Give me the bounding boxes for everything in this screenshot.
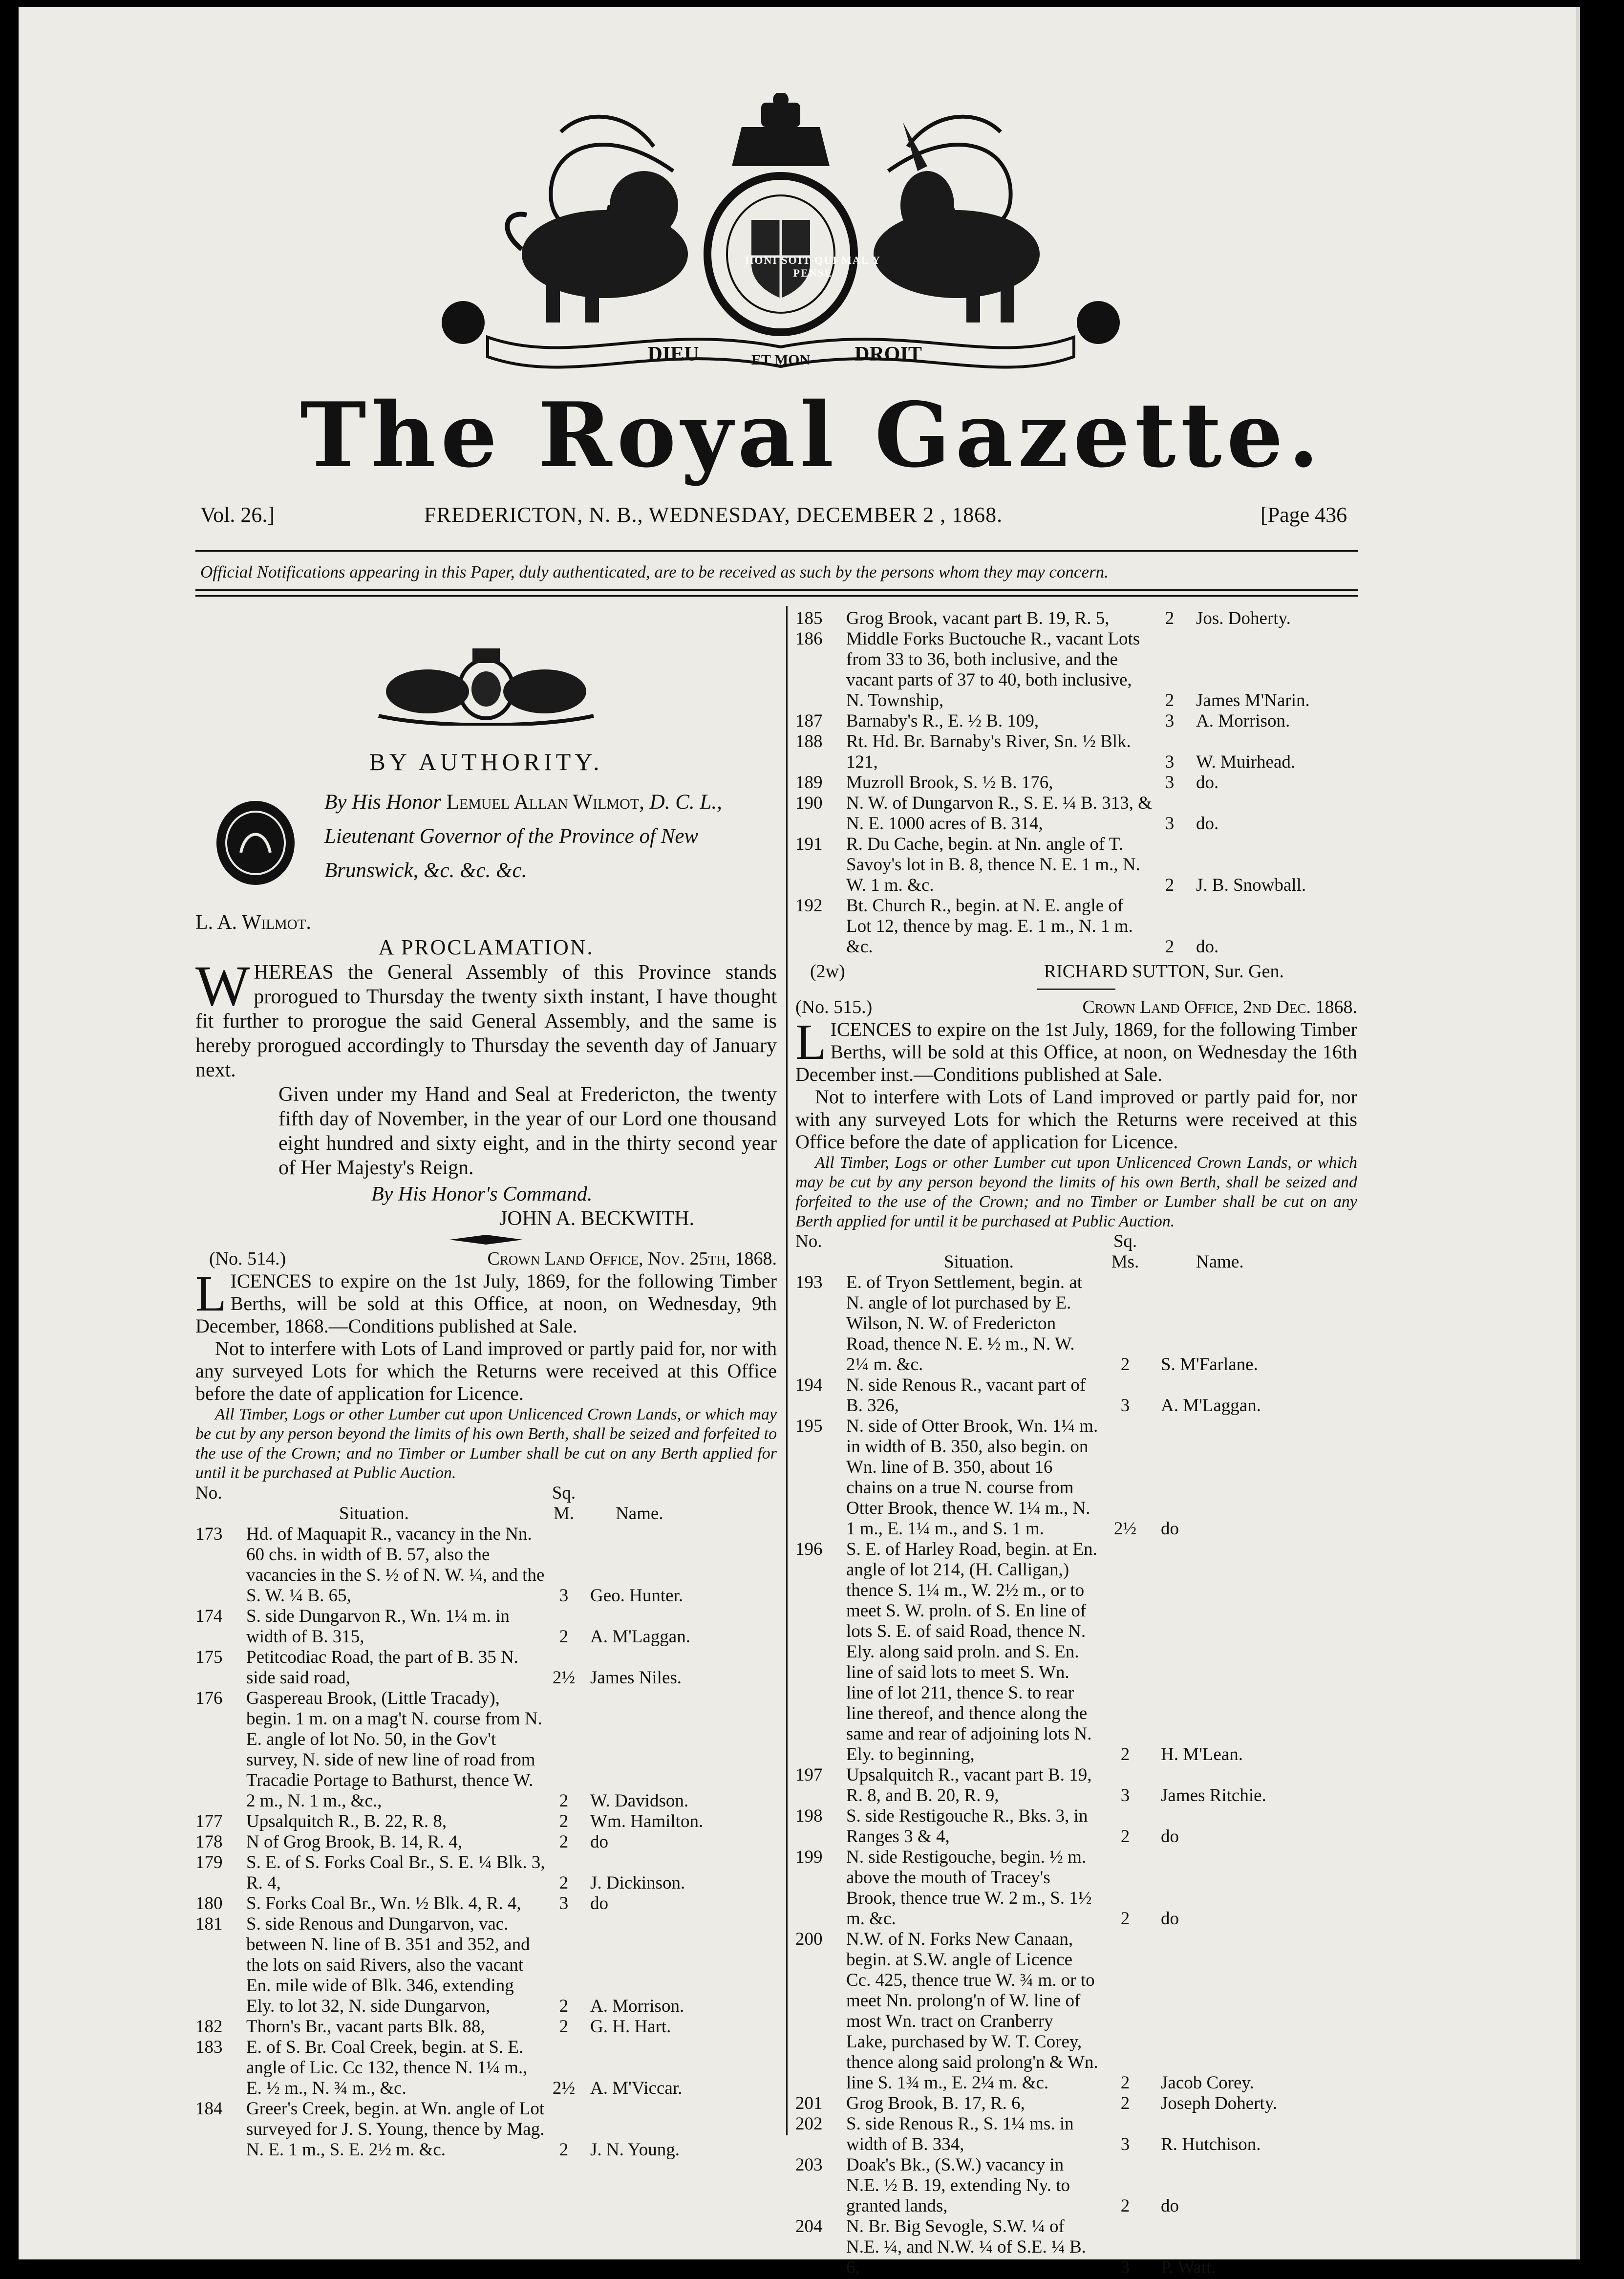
timber-berth-table-514-continued: [795, 608, 1357, 957]
berth-number: 202: [795, 2114, 823, 2134]
berth-number: 175: [195, 1647, 223, 1667]
unicorn-supporter: [874, 122, 1040, 322]
applicant-name: A. Morrison.: [1196, 711, 1290, 731]
table-row: [795, 608, 1357, 629]
col-sq: Sq. Ms.: [1111, 1231, 1139, 1272]
table-row: [795, 1272, 1357, 1375]
applicant-name: do: [1161, 1827, 1179, 1847]
square-miles: 2: [1120, 2073, 1130, 2093]
col-situation: Situation.: [339, 1504, 409, 1524]
table-header: [795, 1231, 1357, 1272]
table-row: [795, 896, 1357, 957]
notice-514-header: [195, 1247, 777, 1270]
berth-situation: Upsalquitch R., B. 22, R. 8,: [246, 1811, 447, 1831]
applicant-name: G. H. Hart.: [590, 2017, 671, 2037]
motto-droit: DROIT: [855, 343, 922, 366]
berth-number: 200: [795, 1929, 823, 1949]
berth-situation: S. side Renous and Dungarvon, vac. between N. line of B. 351 and 352, and the lots on said Rivers, also the vacant En. mile wide of Blk. 346, extending Ely. to lot 32, N. side Dungarvon,: [246, 1914, 530, 2016]
given-clause: Given under my Hand and Seal at Fredericton, the twenty fifth day of November, in the year of our Lord one thousand eight hundred and sixty eight, and in the thirty second year of Her Majesty's Reign.: [278, 1083, 777, 1179]
col-situation: Situation.: [944, 1252, 1014, 1272]
square-miles: 2: [1120, 2093, 1130, 2113]
notice-515-body: [795, 1014, 1357, 1086]
notice-515-number: (No. 515.): [795, 997, 873, 1017]
berth-situation: Upsalquitch R., vacant part B. 19, R. 8, and B. 20, R. 9,: [846, 1765, 1092, 1806]
applicant-name: A. M'Viccar.: [590, 2078, 683, 2098]
official-notice: Official Notifications appearing in this Paper, duly authenticated, are to be received as such by the persons whom they may concern.: [200, 562, 1109, 581]
berth-situation: Grog Brook, B. 17, R. 6,: [846, 2093, 1025, 2113]
berth-number: 194: [795, 1375, 823, 1395]
table-row: [195, 1832, 777, 1852]
table-row: [795, 1416, 1357, 1539]
berth-situation: S. side Restigouche R., Bks. 3, in Ranges 3 & 4,: [846, 1806, 1088, 1847]
berth-situation: Petitcodiac Road, the part of B. 35 N. side said road,: [246, 1647, 518, 1688]
square-miles: 2: [559, 1627, 569, 1647]
col-sq: Sq. M.: [552, 1483, 576, 1524]
table-row: [795, 629, 1357, 711]
timber-berth-table-515: [795, 1231, 1357, 2278]
command-line: By His Honor's Command.: [371, 1183, 593, 1205]
square-miles: 2: [559, 1791, 569, 1811]
applicant-name: do.: [1196, 773, 1219, 793]
applicant-name: do: [590, 1832, 608, 1852]
berth-situation: Gaspereau Brook, (Little Tracady), begin. 1 m. on a mag't N. course from N. E. angle of lot No. 50, in the Gov't survey, N. side of new line of road from Tracadie Portage to Bathurst, thence W. 2 m., N. 1 m., &c.,: [246, 1688, 542, 1811]
berth-number: 183: [195, 2037, 223, 2057]
square-miles: 2½: [1113, 1519, 1137, 1539]
lion-supporter: [507, 171, 688, 322]
signature-initials: L. A. Wilmot.: [195, 911, 311, 934]
governor-title: D. C. L., Lieutenant Governor of the Province of New Brunswick, &c. &c. &c.: [324, 791, 722, 882]
intro-by: By His Honor: [324, 791, 441, 814]
applicant-name: do.: [1196, 937, 1219, 957]
table-row: [195, 2017, 777, 2037]
berth-situation: Hd. of Maquapit R., vacancy in the Nn. 60 chs. in width of B. 57, also the vacancies in the S. ½ of N. W. ¼, and the S. W. ¼ B. 65,: [246, 1524, 545, 1606]
berth-number: 174: [195, 1606, 223, 1626]
square-miles: 3: [1120, 2134, 1130, 2154]
notice-514-office: Crown Land Office, Nov. 25th, 1868.: [487, 1248, 777, 1269]
square-miles: 2: [1120, 1354, 1130, 1375]
section-ornament: [449, 1234, 523, 1246]
berth-number: 178: [195, 1832, 223, 1852]
table-row: [195, 1524, 777, 1606]
dropcap-l-2: L: [795, 1014, 827, 1070]
proclamation-body: [195, 954, 777, 1082]
berth-number: 192: [795, 896, 823, 916]
col-name: Name.: [616, 1504, 663, 1524]
notice-515-para2: Not to interfere with Lots of Land improved or partly paid for, nor with any surveyed Lots for which the Returns were received at this Office before the date of application for Licence.: [795, 1086, 1357, 1153]
notice-514-body: [195, 1266, 777, 1337]
table-row: [795, 1847, 1357, 1929]
square-miles: 3: [1165, 711, 1175, 731]
square-miles: 2: [1165, 608, 1175, 628]
berth-situation: N. side Restigouche, begin. ½ m. above the mouth of Tracey's Brook, thence true W. 2 m., S. 1½ m. &c.: [846, 1847, 1092, 1929]
berth-number: 193: [795, 1272, 823, 1292]
table-row: [195, 1914, 777, 2017]
square-miles: 2: [1165, 937, 1175, 957]
column-divider: [786, 606, 788, 2135]
berth-situation: Barnaby's R., E. ½ B. 109,: [846, 711, 1039, 731]
table-row: [795, 1375, 1357, 1416]
square-miles: 2: [1165, 690, 1175, 710]
volume-number: Vol. 26.]: [200, 503, 275, 527]
berth-number: 204: [795, 2216, 823, 2236]
header-rule-top: [195, 550, 1358, 552]
table-header: [195, 1483, 777, 1524]
berth-situation: N. side Renous R., vacant part of B. 326,: [846, 1375, 1086, 1416]
berth-situation: S. side Renous R., S. 1¼ ms. in width of B. 334,: [846, 2114, 1074, 2154]
berth-number: 184: [195, 2099, 223, 2119]
applicant-name: Joseph Doherty.: [1161, 2093, 1278, 2113]
place-and-date: FREDERICTON, N. B., WEDNESDAY, DECEMBER 2 , 1868.: [424, 503, 1003, 527]
berth-situation: N. W. of Dungarvon R., S. E. ¼ B. 313, & N. E. 1000 acres of B. 314,: [846, 793, 1152, 834]
seal-icon: [214, 799, 297, 887]
table-row: [195, 1606, 777, 1647]
square-miles: 2: [559, 1811, 569, 1831]
table-row: [795, 773, 1357, 793]
section-divider: [1037, 989, 1115, 990]
applicant-name: Jacob Corey.: [1161, 2073, 1254, 2093]
table-row: [195, 1688, 777, 1811]
berth-number: 176: [195, 1688, 223, 1708]
col-no: No.: [195, 1483, 222, 1503]
applicant-name: H. M'Lean.: [1161, 1744, 1243, 1764]
berth-number: 173: [195, 1524, 223, 1544]
berth-number: 196: [795, 1539, 823, 1559]
square-miles: 2: [1120, 1909, 1130, 1929]
berth-situation: Doak's Bk., (S.W.) vacancy in N.E. ½ B. 19, extending Ny. to granted lands,: [846, 2155, 1070, 2216]
berth-situation: S. E. of Harley Road, begin. at En. angle of lot 214, (H. Calligan,) thence S. 1¼ m., W. 2½ m., or to meet S. W. proln. of S. En line of lots S. E. of said Road, thence N. Ely. along said proln. and S. En. line of said lots to meet S. Wn. line of lot 211, thence S. to rear line thereof, and thence along the same and rear of adjoining lots N. Ely. to beginning,: [846, 1539, 1097, 1764]
page-number: [Page 436: [1261, 503, 1347, 527]
applicant-name: do: [1161, 2196, 1179, 2216]
proclamation-title: A PROCLAMATION.: [378, 935, 594, 959]
notice-514-text: ICENCES to expire on the 1st July, 1869, for the following Timber Berths, will be sold at this Office, at noon, on Wednesday, 9th December, 1868.—Conditions published at Sale.: [195, 1270, 777, 1337]
applicant-name: do.: [1196, 814, 1219, 834]
applicant-name: James Niles.: [590, 1668, 682, 1688]
table-row: [195, 2037, 777, 2099]
applicant-name: Jos. Doherty.: [1196, 608, 1291, 628]
square-miles: 3: [1165, 752, 1175, 772]
berth-situation: N.W. of N. Forks New Canaan, begin. at S.W. angle of Licence Cc. 425, thence true W. ¾ m. or to meet Nn. prolong'n of W. line of most Wn. tract on Cranberry Lake, purchased by W. T. Corey, thence along said prolong'n & Wn. line S. 1¾ m., E. 2¼ m. &c.: [846, 1929, 1098, 2093]
dropcap-l: L: [195, 1266, 227, 1322]
berth-number: 197: [795, 1765, 823, 1785]
berth-number: 190: [795, 793, 823, 813]
applicant-name: A. M'Laggan.: [1161, 1396, 1261, 1416]
berth-number: 186: [795, 629, 823, 649]
col-name: Name.: [1196, 1252, 1244, 1272]
table-row: [795, 731, 1357, 773]
square-miles: 2½: [552, 2078, 576, 2098]
square-miles: 3: [1120, 2258, 1130, 2278]
berth-number: 201: [795, 2093, 823, 2113]
dropcap-w: W: [195, 954, 250, 1018]
governor-name: Lemuel Allan Wilmot,: [446, 791, 644, 814]
table-row: [195, 1893, 777, 1914]
square-miles: 2½: [552, 1668, 576, 1688]
berth-situation: R. Du Cache, begin. at Nn. angle of T. Savoy's lot in B. 8, thence N. E. 1 m., N. W. 1 m. &c.: [846, 834, 1140, 895]
square-miles: 2: [1120, 2196, 1130, 2216]
motto-et-mon: ET MON: [751, 352, 811, 368]
col-no: No.: [795, 1231, 822, 1251]
berth-situation: N of Grog Brook, B. 14, R. 4,: [246, 1832, 462, 1852]
applicant-name: P. Watt.: [1161, 2258, 1216, 2278]
applicant-name: James M'Narin.: [1196, 690, 1310, 710]
berth-number: 187: [795, 711, 823, 731]
next-page-edge: [1576, 7, 1580, 2259]
table-row: [795, 1806, 1357, 1847]
table-row: [795, 2155, 1357, 2216]
berth-number: 198: [795, 1806, 823, 1826]
berth-situation: S. E. of S. Forks Coal Br., S. E. ¼ Blk. 3, R. 4,: [246, 1852, 545, 1893]
proclamation-text: HEREAS the General Assembly of this Province stands prorogued to Thursday the twenty sixth instant, I have thought fit further to prorogue the said General Assembly, and the same is hereby prorogued accordingly to Thursday the seventh day of January next.: [195, 961, 777, 1081]
table-row: [795, 711, 1357, 731]
applicant-name: do: [1161, 1909, 1179, 1929]
left-column: [195, 608, 777, 2160]
applicant-name: W. Davidson.: [590, 1791, 689, 1811]
motto-dieu: DIEU: [647, 343, 699, 366]
applicant-name: S. M'Farlane.: [1161, 1354, 1258, 1375]
garter-motto: HONI SOIT QUI MAL Y PENSE: [745, 254, 881, 279]
square-miles: 3: [559, 1893, 569, 1914]
berth-number: 179: [195, 1852, 223, 1872]
notice-tag: (2w): [810, 961, 845, 982]
applicant-name: James Ritchie.: [1161, 1785, 1266, 1806]
square-miles: 3: [1165, 814, 1175, 834]
table-row: [795, 2216, 1357, 2278]
secretary-name: JOHN A. BECKWITH.: [499, 1207, 694, 1230]
ribbon-motto: DIEU ET MON DROIT: [809, 371, 813, 372]
notice-515-warning: All Timber, Logs or other Lumber cut upon Unlicenced Crown Lands, or which may be cut by any person beyond the limits of his own Berth, shall be seized and forfeited to the use of the Crown; and no Timber or Lumber shall be cut on any Berth applied for until it be purchased at Public Auction.: [795, 1154, 1357, 1230]
notice-514-number: (No. 514.): [209, 1248, 286, 1269]
table-row: [795, 1929, 1357, 2093]
berth-situation: Muzroll Brook, S. ½ B. 176,: [846, 773, 1053, 793]
berth-number: 185: [795, 608, 823, 628]
berth-number: 199: [795, 1847, 823, 1867]
table-row: [195, 2099, 777, 2160]
square-miles: 2: [559, 2140, 569, 2160]
notice-515-text: ICENCES to expire on the 1st July, 1869, for the following Timber Berths, will be sold at this Office, at noon, on Wednesday the 16th December inst.—Conditions published at Sale.: [795, 1018, 1357, 1085]
by-authority-heading: BY AUTHORITY.: [369, 748, 603, 775]
square-miles: 2: [559, 1873, 569, 1893]
berth-situation: Middle Forks Buctouche R., vacant Lots from 33 to 36, both inclusive, and the vacant parts of 37 to 40, both inclusive, N. Township,: [846, 629, 1140, 710]
square-miles: 2: [559, 2017, 569, 2037]
notice-514-para2: Not to interfere with Lots of Land improved or partly paid for, nor with any surveyed Lots for which the Returns were received at this Office before the date of application for Licence.: [195, 1337, 777, 1404]
berth-number: 191: [795, 834, 823, 854]
berth-number: 181: [195, 1914, 223, 1934]
square-miles: 2: [559, 1832, 569, 1852]
berth-situation: Grog Brook, vacant part B. 19, R. 5,: [846, 608, 1110, 628]
applicant-name: Wm. Hamilton.: [590, 1811, 704, 1831]
applicant-name: J. B. Snowball.: [1196, 875, 1306, 895]
surveyor-general: RICHARD SUTTON, Sur. Gen.: [1044, 961, 1284, 982]
table-row: [795, 834, 1357, 896]
notice-515-header: [795, 996, 1357, 1018]
berth-number: 189: [795, 773, 823, 793]
small-arms-emblem: [344, 643, 628, 726]
berth-number: 188: [795, 731, 823, 752]
square-miles: 2: [559, 1996, 569, 2016]
applicant-name: J. Dickinson.: [590, 1873, 685, 1893]
square-miles: 2: [1120, 1827, 1130, 1847]
square-miles: 2: [1120, 1744, 1130, 1764]
berth-number: 180: [195, 1893, 223, 1914]
berth-situation: E. of Tryon Settlement, begin. at N. angle of lot purchased by E. Wilson, N. W. of Fredericton Road, thence N. E. ½ m., N. W. 2¼ m. &c.: [846, 1272, 1083, 1375]
table-row: [795, 2114, 1357, 2155]
notice-514-signoff: [795, 960, 1357, 983]
berth-situation: N. Br. Big Sevogle, S.W. ¼ of N.E. ¼, and N.W. ¼ of S.E. ¼ B. 6,: [846, 2216, 1086, 2278]
berth-number: 177: [195, 1811, 223, 1831]
applicant-name: Geo. Hunter.: [590, 1586, 684, 1606]
timber-berth-table-514: [195, 1483, 777, 2160]
berth-situation: Thorn's Br., vacant parts Blk. 88,: [246, 2017, 485, 2037]
applicant-name: J. N. Young.: [590, 2140, 680, 2160]
applicant-name: A. M'Laggan.: [590, 1627, 690, 1647]
berth-situation: S. Forks Coal Br., Wn. ½ Blk. 4, R. 4,: [246, 1893, 521, 1914]
table-row: [795, 1765, 1357, 1806]
square-miles: 3: [1120, 1396, 1130, 1416]
square-miles: 2: [1165, 875, 1175, 895]
notice-515-office: Crown Land Office, 2nd Dec. 1868.: [1082, 997, 1357, 1017]
berth-number: 195: [795, 1416, 823, 1436]
applicant-name: do: [590, 1893, 608, 1914]
table-row: [195, 1852, 777, 1893]
berth-situation: E. of S. Br. Coal Creek, begin. at S. E. angle of Lic. Cc 132, thence N. 1¼ m., E. ½ m., N. ¾ m., &c.: [246, 2037, 528, 2098]
applicant-name: W. Muirhead.: [1196, 752, 1296, 772]
berth-number: 182: [195, 2017, 223, 2037]
square-miles: 3: [1165, 773, 1175, 793]
table-row: [195, 1647, 777, 1688]
header-rule-double: [195, 595, 1358, 597]
square-miles: 3: [1120, 1785, 1130, 1806]
berth-situation: Rt. Hd. Br. Barnaby's River, Sn. ½ Blk. 121,: [846, 731, 1131, 772]
table-row: [195, 1811, 777, 1832]
table-row: [795, 1539, 1357, 1765]
berth-situation: Greer's Creek, begin. at Wn. angle of Lot surveyed for J. S. Young, thence by Mag. N. E. 1 m., S. E. 2½ m. &c.: [246, 2099, 545, 2160]
applicant-name: do: [1161, 1519, 1179, 1539]
notice-514-warning: All Timber, Logs or other Lumber cut upon Unlicenced Crown Lands, or which may be cut by any person beyond the limits of his own Berth, shall be seized and forfeited to the use of the Crown; and no Timber or Lumber shall be cut on any Berth applied for until it be purchased at Public Auction.: [195, 1405, 777, 1482]
applicant-name: A. Morrison.: [590, 1996, 684, 2016]
square-miles: 3: [559, 1586, 569, 1606]
table-row: [795, 793, 1357, 834]
right-column: [795, 608, 1357, 2278]
berth-situation: N. side of Otter Brook, Wn. 1¼ m. in width of B. 350, also begin. on Wn. line of B. 350, about 16 chains on a true N. course from Otter Brook, thence W. 1¼ m., N. 1 m., E. 1¼ m., and S. 1 m.: [846, 1416, 1098, 1539]
governor-intro: [324, 785, 779, 888]
royal-coat-of-arms: [400, 93, 1162, 386]
applicant-name: R. Hutchison.: [1161, 2134, 1261, 2154]
berth-number: 203: [795, 2155, 823, 2175]
berth-situation: S. side Dungarvon R., Wn. 1¼ m. in width of B. 315,: [246, 1606, 510, 1647]
berth-situation: Bt. Church R., begin. at N. E. angle of Lot 12, thence by mag. E. 1 m., N. 1 m. &c.: [846, 896, 1133, 957]
header-rule-bottom: [195, 589, 1358, 591]
newspaper-title: The Royal Gazette.: [300, 383, 1324, 487]
table-row: [795, 2093, 1357, 2114]
